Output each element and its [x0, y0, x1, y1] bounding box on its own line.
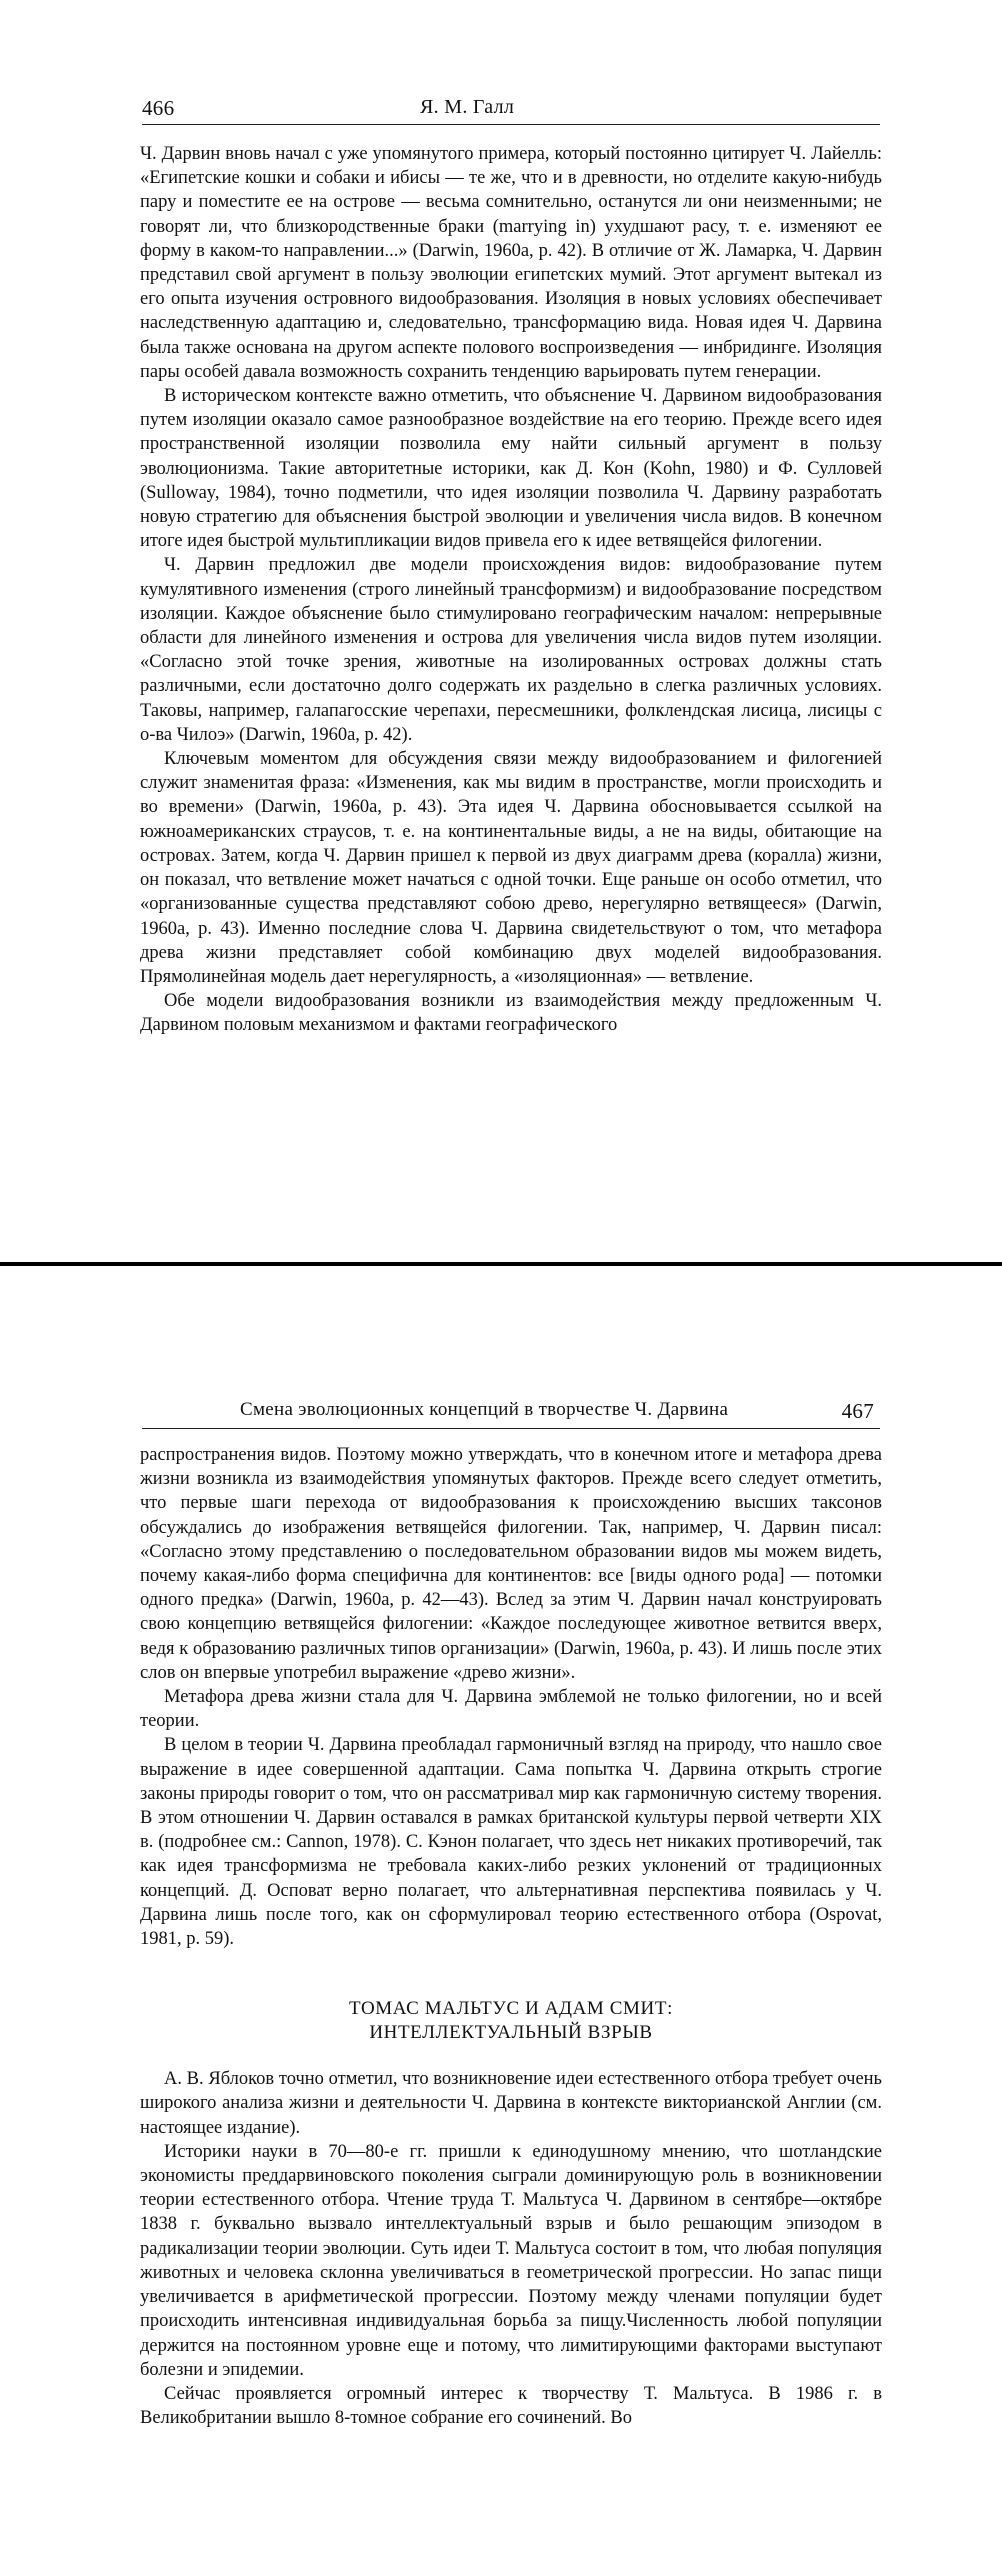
page-number: 467 [841, 1399, 874, 1423]
page-number: 466 [142, 96, 175, 120]
paragraph: Ч. Дарвин вновь начал с уже упомянутого примера, который постоянно цитирует Ч. Лайелль: «Египетские кошки и собаки и ибисы — те же, что и в древности, но отделите какую-нибудь пару и поместите ее на острове — весьма сомнительно, останутся ли они неизменными; не говорят ли, что близкородственные браки (marrying in) ухудшают расу, т. е. изменяют ее форму в каком-то направлении...» (Darwin, 1960а, р. 42). В отличие от Ж. Ламарка, Ч. Дарвин представил свой аргумент в пользу эволюции египетских мумий. Этот аргумент вытекал из его опыта изучения островного видообразования. Изоляция в новых условиях обеспечивает наследственную адаптацию и, следовательно, трансформацию вида. Новая идея Ч. Дарвина была также основана на другом аспекте полового воспроизведения — инбридинге. Изоляция пары особей давала возможность сохранить тенденцию варьировать путем генерации. [140, 144, 882, 382]
paragraph: В целом в теории Ч. Дарвина преобладал гармоничный взгляд на природу, что нашло свое выражение в идее совершенной адаптации. Сама попытка Ч. Дарвина открыть строгие законы природы говорит о том, что он рассматривал мир как гармоничную систему творения. В этом отношении Ч. Дарвин оставался в рамках британской культуры первой четверти XIX в. (подробнее см.: Cannon, 1978). С. Кэнон полагает, что здесь нет никаких противоречий, так как идея трансформизма не требовала каких-либо резких уклонений от традиционных концепций. Д. Осповат верно полагает, что альтернативная перспектива появилась у Ч. Дарвина лишь после того, как он сформулировал теорию естественного отбора (Ospovat, 1981, р. 59). [140, 1735, 882, 1950]
right-page [0, 1266, 1002, 2554]
paragraph: Ключевым моментом для обсуждения связи между видообразованием и филогенией служит знаменитая фраза: «Изменения, как мы видим в пространстве, могли происходить и во времени» (Darwin, 1960а, р. 43). Эта идея Ч. Дарвина обосновывается ссылкой на южноамериканских страусов, т. е. на континентальные виды, а не на виды, обитающие на островах. Затем, когда Ч. Дарвин пришел к первой из двух диаграмм древа (коралла) жизни, он показал, что ветвление может начаться с одной точки. Еще раньше он особо отметил, что «организованные существа представляют собою древо, нерегулярно ветвящееся» (Darwin, 1960а, р. 43). Именно последние слова Ч. Дарвина свидетельствуют о том, что метафора древа жизни представляет собой комбинацию двух моделей видообразования. Прямолинейная модель дает нерегулярность, а «изоляционная» — ветвление. [140, 749, 882, 987]
running-head [0, 1399, 1002, 1429]
section-heading-line: ИНТЕЛЛЕКТУАЛЬНЫЙ ВЗРЫВ [369, 2022, 653, 2044]
paragraph: Обе модели видообразования возникли из взаимодействия между предложенным Ч. Дарвином половым механизмом и фактами географического [140, 991, 882, 1036]
running-head-title: Смена эволюционных концепций в творчестве Ч. Дарвина [240, 1399, 729, 1420]
paragraph: Метафора древа жизни стала для Ч. Дарвина эмблемой не только филогении, но и всей теории. [140, 1687, 882, 1732]
paragraph: Сейчас проявляется огромный интерес к творчеству Т. Мальтуса. В 1986 г. в Великобритании вышло 8-томное собрание его сочинений. Во [140, 2383, 882, 2429]
paragraph: Историки науки в 70—80-е гг. пришли к единодушному мнению, что шотландские экономисты преддарвиновского поколения сыграли доминирующую роль в возникновении теории естественного отбора. Чтение труда Т. Мальтуса Ч. Дарвином в сентябре—октябре 1838 г. буквально вызвало интеллектуальный взрыв и было решающим эпизодом в радикализации теории эволюции. Суть идеи Т. Мальтуса состоит в том, что любая популяция животных и человека склонна увеличиваться в геометрической прогрессии. Но запас пищи увеличивается в арифметической прогрессии. Поэтому между членами популяции будет происходить интенсивная индивидуальная борьба за пищу.Численность любой популяции держится на постоянном уровне еще и потому, что лимитирующими факторами выступают болезни и эпидемии. [140, 2141, 882, 2380]
paragraph: распространения видов. Поэтому можно утверждать, что в конечном итоге и метафора древа жизни возникла из взаимодействия упомянутых факторов. Прежде всего следует отметить, что первые шаги перехода от видообразования к происхождению высших таксонов обсуждались до изображения ветвящейся филогении. Так, например, Ч. Дарвин писал: «Согласно этому представлению о последовательном образовании видов мы можем видеть, почему какая-либо форма специфична для континентов: все [виды одного рода] — потомки одного предка» (Darwin, 1960а, р. 42—43). Вслед за этим Ч. Дарвин начал конструировать свою концепцию ветвящейся филогении: «Каждое последующее животное ветвится вверх, ведя к образованию различных типов организации» (Darwin, 1960а, р. 43). И лишь после этих слов он впервые употребил выражение «древо жизни». [140, 1445, 882, 1683]
running-head [0, 96, 1002, 126]
page-body [140, 142, 882, 1038]
running-head-author: Я. М. Галл [420, 96, 515, 118]
paragraph: Ч. Дарвин предложил две модели происхождения видов: видообразование путем кумулятивного изменения (строго линейный трансформизм) и видообразование посредством изоляции. Каждое объяснение было стимулировано географическим началом: непрерывные области для линейного изменения и острова для увеличения числа видов путем изоляции. «Согласно этой точке зрения, животные на изолированных островах должны стать различными, если достаточно долго содержать их раздельно в слегка различных условиях. Таковы, например, галапагосские черепахи, пересмешники, фолклендская лисица, лисицы с о-ва Чилоэ» (Darwin, 1960а, р. 42). [140, 555, 882, 745]
header-rule [142, 124, 880, 125]
header-rule [142, 1428, 880, 1429]
section-heading [140, 1997, 882, 2045]
paragraph: В историческом контексте важно отметить, что объяснение Ч. Дарвином видообразования путем изоляции оказало самое разнообразное воздействие на его теорию. Прежде всего идея пространственной изоляции позволила ему найти сильный аргумент в пользу эволюционизма. Такие авторитетные историки, как Д. Кон (Kohn, 1980) и Ф. Сулловей (Sulloway, 1984), точно подметили, что идея изоляции позволила Ч. Дарвину разработать новую стратегию для объяснения быстрой эволюции и увеличения числа видов. В конечном итоге идея быстрой мультипликации видов привела его к идее ветвящейся филогении. [140, 386, 882, 552]
left-page [0, 0, 1002, 1262]
paragraph: А. В. Яблоков точно отметил, что возникновение идеи естественного отбора требует очень широкого анализа жизни и деятельности Ч. Дарвина в контексте викторианской Англии (см. настоящее издание). [140, 2069, 882, 2138]
page-body [140, 1443, 882, 2430]
section-heading-line: ТОМАС МАЛЬТУС И АДАМ СМИТ: [349, 1998, 673, 2020]
